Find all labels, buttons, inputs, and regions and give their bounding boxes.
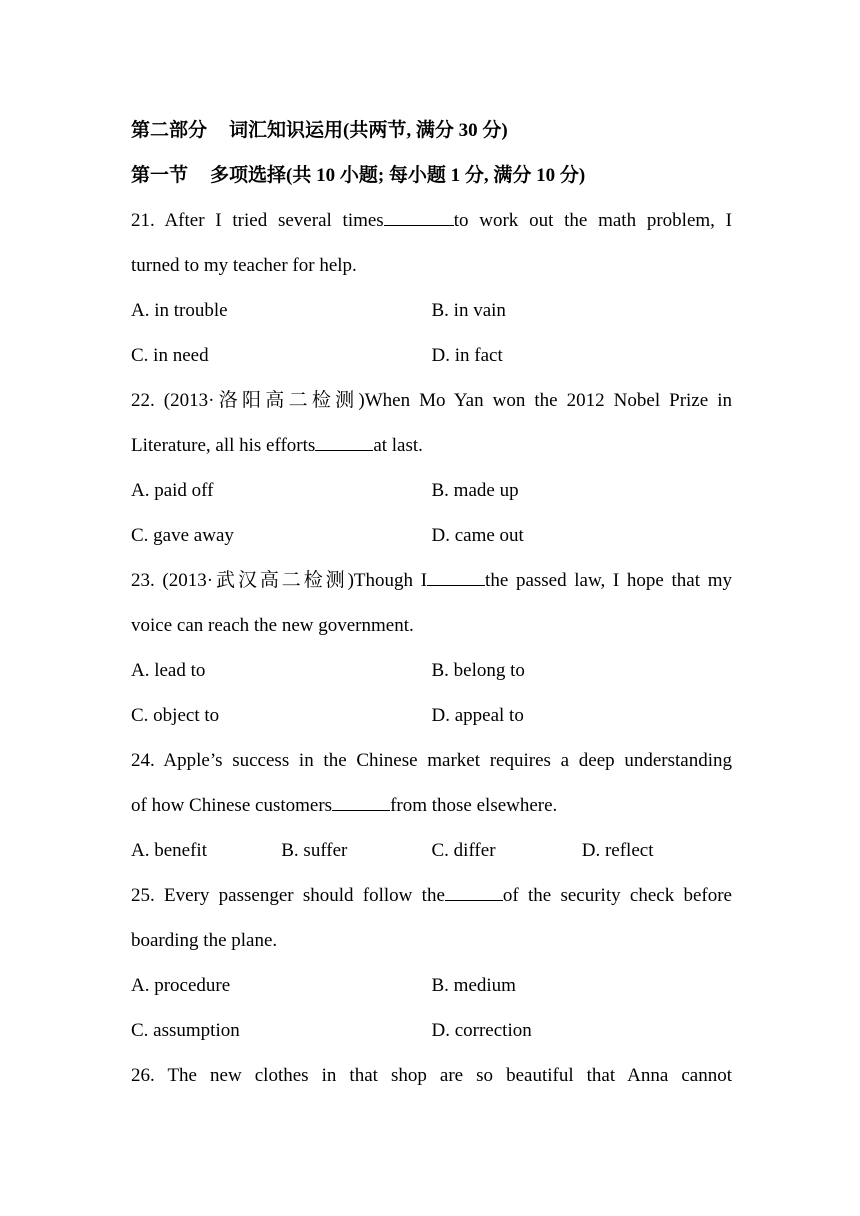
question-26-text: 26. The new clothes in that shop are so beautiful that Anna cannot [131, 1065, 732, 1086]
answer-blank [384, 207, 454, 226]
question-25-text-a: 25. Every passenger should follow the [131, 885, 445, 906]
question-21-stem [131, 198, 732, 243]
question-22-text-line2-a: Literature, all his efforts [131, 435, 316, 456]
answer-blank [332, 792, 390, 811]
option-d: D. reflect [581, 840, 654, 861]
question-22-options-row2 [131, 513, 732, 558]
option-c: C. in need [131, 345, 209, 366]
question-23-stem-line2: voice can reach the new government. [131, 615, 414, 636]
question-25-options-row2 [131, 1008, 732, 1053]
question-22-stem [131, 378, 732, 423]
question-24-options [131, 828, 732, 873]
option-a: A. benefit [131, 840, 207, 861]
question-25-options-row1 [131, 963, 732, 1008]
answer-blank [427, 567, 485, 586]
question-24-text: 24. Apple’s success in the Chinese market requires a deep understanding [131, 750, 732, 771]
option-c: C. object to [131, 705, 220, 726]
option-a: A. lead to [131, 660, 206, 681]
answer-blank [315, 432, 373, 451]
question-23-options-row1 [131, 648, 732, 693]
question-21-text-b: to work out the math problem, I [453, 210, 732, 231]
question-25-stem-line2: boarding the plane. [131, 930, 278, 951]
option-d: D. came out [431, 525, 524, 546]
question-24-text-line2-a: of how Chinese customers [131, 795, 333, 816]
question-21-options-row1 [131, 288, 732, 333]
option-a: A. in trouble [131, 300, 228, 321]
question-22-stem-line2 [131, 423, 732, 468]
exam-page [131, 108, 732, 1098]
subsection-heading [131, 153, 732, 198]
option-d: D. in fact [431, 345, 503, 366]
option-d: D. appeal to [431, 705, 524, 726]
section-heading [131, 108, 732, 153]
option-c: C. gave away [131, 525, 234, 546]
option-a: A. procedure [131, 975, 231, 996]
option-b: B. made up [431, 480, 519, 501]
section-title: 词汇知识运用(共两节, 满分 30 分) [229, 120, 508, 141]
option-a: A. paid off [131, 480, 214, 501]
question-21-text-a: 21. After I tried several times [131, 210, 384, 231]
option-b: B. medium [431, 975, 516, 996]
option-b: B. suffer [281, 840, 348, 861]
subsection-part: 第一节 [131, 165, 189, 186]
question-21-stem-line2: turned to my teacher for help. [131, 255, 357, 276]
question-22-options-row1 [131, 468, 732, 513]
section-part: 第二部分 [131, 120, 208, 141]
question-22-text-line2-b: at last. [373, 435, 423, 456]
question-23-options-row2 [131, 693, 732, 738]
question-22-text: 22. (2013·洛阳高二检测)When Mo Yan won the 2012 Nobel Prize in [131, 390, 732, 411]
question-21-options-row2 [131, 333, 732, 378]
question-23-text-a: 23. (2013·武汉高二检测)Though I [131, 570, 428, 591]
option-b: B. in vain [431, 300, 506, 321]
question-24-text-line2-b: from those elsewhere. [390, 795, 558, 816]
question-23-stem [131, 558, 732, 603]
option-c: C. assumption [131, 1020, 240, 1041]
subsection-title: 多项选择(共 10 小题; 每小题 1 分, 满分 10 分) [210, 165, 586, 186]
question-24-stem-line2 [131, 783, 732, 828]
option-d: D. correction [431, 1020, 532, 1041]
question-23-text-b: the passed law, I hope that my [485, 570, 732, 591]
question-25-text-b: of the security check before [502, 885, 732, 906]
option-c: C. differ [431, 840, 496, 861]
answer-blank [445, 882, 503, 901]
question-25-stem [131, 873, 732, 918]
option-b: B. belong to [431, 660, 525, 681]
question-26-stem [131, 1053, 732, 1098]
question-24-stem [131, 738, 732, 783]
